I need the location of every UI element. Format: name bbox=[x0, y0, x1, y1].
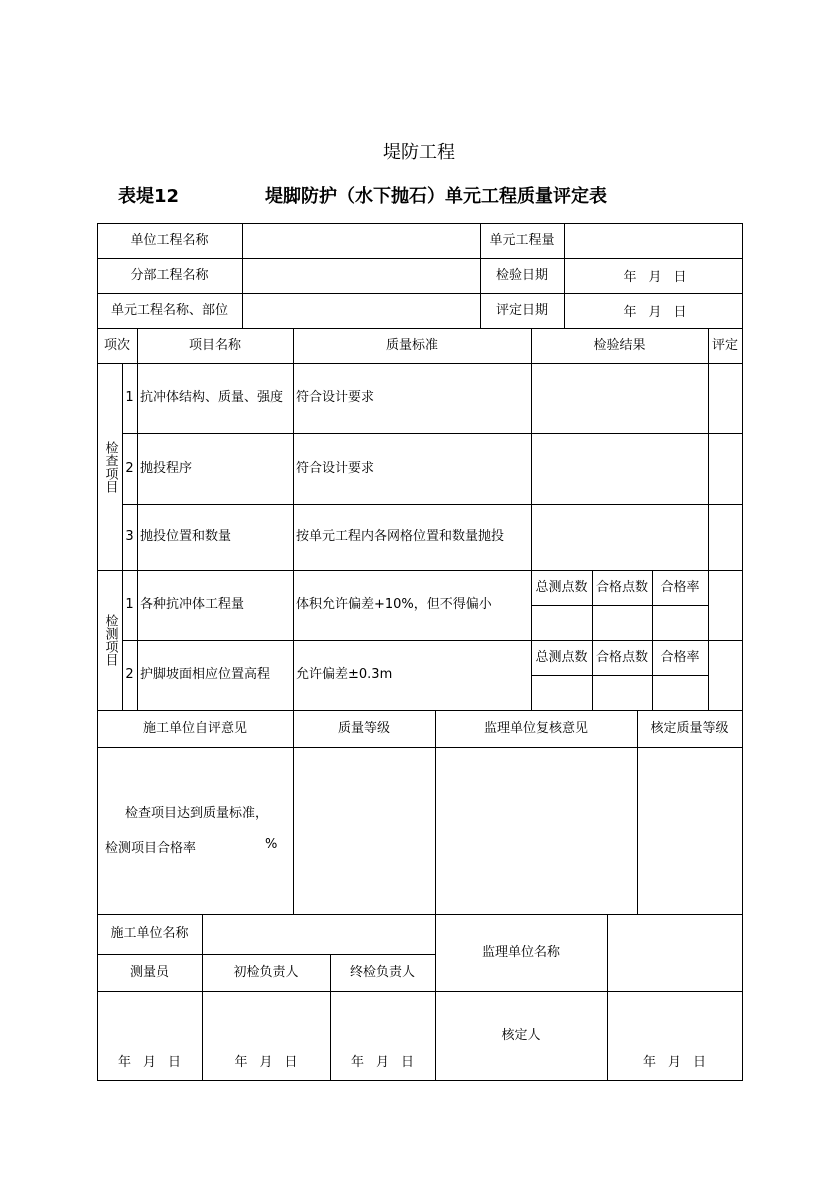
supervision-review-cell[interactable] bbox=[435, 747, 637, 914]
total-points-cell[interactable] bbox=[531, 675, 592, 710]
form-title: 堤脚防护（水下抛石）单元工程质量评定表 bbox=[265, 186, 607, 207]
inspection-row-name: 抗冲体结构、质量、强度 bbox=[140, 390, 284, 405]
total-points-header: 总测点数 bbox=[535, 649, 588, 665]
total-points-header: 总测点数 bbox=[535, 579, 588, 595]
inspection-row-rating[interactable] bbox=[708, 433, 742, 504]
measurement-row-rating[interactable] bbox=[708, 640, 742, 710]
self-eval-header: 施工单位自评意见 bbox=[142, 720, 247, 736]
element-name-field[interactable] bbox=[242, 293, 480, 328]
surveyor-date[interactable] bbox=[97, 1048, 202, 1072]
day-label: 日 bbox=[284, 1054, 298, 1070]
year-label: 年 bbox=[350, 1054, 364, 1070]
verified-grade-cell[interactable] bbox=[637, 747, 742, 914]
supervisor-name-field[interactable] bbox=[607, 914, 742, 991]
measurement-row-name: 各种抗冲体工程量 bbox=[140, 597, 245, 612]
month-label: 月 bbox=[259, 1054, 273, 1070]
col-item-name: 项目名称 bbox=[188, 337, 241, 353]
inspection-row-standard: 按单元工程内各网格位置和数量抛投 bbox=[296, 529, 505, 544]
inspection-row-result[interactable] bbox=[531, 363, 708, 433]
inspection-date-field[interactable] bbox=[590, 258, 720, 293]
qualified-points-cell[interactable] bbox=[592, 605, 652, 640]
sub-project-field[interactable] bbox=[242, 258, 480, 293]
verifier-label: 核定人 bbox=[501, 1028, 541, 1043]
col-result: 检验结果 bbox=[593, 337, 646, 353]
surveyor-label: 测量员 bbox=[129, 964, 169, 980]
table-number: 表堤12 bbox=[118, 186, 180, 207]
verifier-date[interactable] bbox=[607, 1048, 742, 1072]
month-label: 月 bbox=[648, 270, 662, 285]
pass-rate-header: 合格率 bbox=[660, 579, 700, 595]
measurement-row-no: 2 bbox=[125, 667, 134, 682]
inspection-row-standard: 符合设计要求 bbox=[296, 460, 375, 476]
qualified-points-cell[interactable] bbox=[592, 675, 652, 710]
year-label: 年 bbox=[623, 270, 637, 285]
inspection-date-label: 检验日期 bbox=[495, 267, 548, 283]
contractor-name-label: 施工单位名称 bbox=[110, 926, 189, 941]
measurement-row-standard: 体积允许偏差+10%，但不得偏小 bbox=[296, 597, 492, 612]
col-rating: 评定 bbox=[711, 337, 738, 353]
inspection-row-result[interactable] bbox=[531, 504, 708, 570]
total-points-cell[interactable] bbox=[531, 605, 592, 640]
month-label: 月 bbox=[375, 1054, 389, 1070]
final-inspector-date[interactable] bbox=[330, 1048, 435, 1072]
col-item-no: 项次 bbox=[103, 337, 130, 353]
month-label: 月 bbox=[648, 305, 662, 320]
group-measurement-items bbox=[97, 570, 122, 710]
month-label: 月 bbox=[142, 1054, 156, 1070]
unit-quantity-label: 单元工程量 bbox=[489, 232, 555, 248]
day-label: 日 bbox=[168, 1054, 182, 1070]
percent-sign: % bbox=[265, 837, 278, 852]
year-label: 年 bbox=[642, 1054, 656, 1070]
group-inspection-items bbox=[97, 363, 122, 570]
group-measurement-label: 检测项目 bbox=[102, 614, 118, 666]
month-label: 月 bbox=[667, 1054, 681, 1070]
qualified-points-header: 合格点数 bbox=[595, 649, 648, 665]
sub-project-label: 分部工程名称 bbox=[130, 267, 209, 283]
verified-grade-header: 核定质量等级 bbox=[650, 720, 729, 736]
pass-rate-header: 合格率 bbox=[660, 649, 700, 665]
measurement-row-no: 1 bbox=[125, 597, 134, 612]
year-label: 年 bbox=[623, 305, 637, 320]
final-inspector-label: 终检负责人 bbox=[349, 964, 415, 980]
inspection-row-no: 2 bbox=[125, 460, 134, 476]
unit-project-label: 单位工程名称 bbox=[130, 232, 209, 248]
measurement-row-name: 护脚坡面相应位置高程 bbox=[140, 667, 271, 682]
self-eval-line1: 检查项目达到质量标准， bbox=[125, 806, 269, 821]
qualified-points-header: 合格点数 bbox=[595, 579, 648, 595]
inspection-row-no: 1 bbox=[125, 390, 134, 405]
document-title: 堤防工程 bbox=[383, 142, 455, 163]
inspection-row-no: 3 bbox=[125, 529, 134, 544]
inspection-row-rating[interactable] bbox=[708, 363, 742, 433]
supervisor-name-label: 监理单位名称 bbox=[481, 944, 560, 960]
element-name-label: 单元工程名称、部位 bbox=[110, 302, 228, 318]
inspection-row-name: 抛投位置和数量 bbox=[140, 529, 232, 544]
inspection-row-rating[interactable] bbox=[708, 504, 742, 570]
evaluation-date-label: 评定日期 bbox=[495, 302, 548, 318]
rule-line bbox=[742, 223, 743, 1081]
year-label: 年 bbox=[117, 1054, 131, 1070]
inspection-row-result[interactable] bbox=[531, 433, 708, 504]
day-label: 日 bbox=[673, 270, 687, 285]
rule-line bbox=[97, 991, 742, 992]
rule-line bbox=[97, 1080, 742, 1081]
contractor-name-field[interactable] bbox=[202, 914, 435, 954]
measurement-row-standard: 允许偏差±0.3m bbox=[296, 667, 393, 682]
initial-inspector-date[interactable] bbox=[202, 1048, 330, 1072]
initial-inspector-label: 初检负责人 bbox=[233, 964, 299, 980]
supervision-review-header: 监理单位复核意见 bbox=[483, 720, 588, 736]
unit-quantity-field[interactable] bbox=[564, 223, 742, 258]
inspection-row-standard: 符合设计要求 bbox=[296, 390, 375, 405]
quality-grade-cell[interactable] bbox=[293, 747, 435, 914]
unit-project-field[interactable] bbox=[242, 223, 480, 258]
measurement-row-rating[interactable] bbox=[708, 570, 742, 640]
pass-rate-cell[interactable] bbox=[652, 605, 708, 640]
year-label: 年 bbox=[234, 1054, 248, 1070]
day-label: 日 bbox=[693, 1054, 707, 1070]
pass-rate-cell[interactable] bbox=[652, 675, 708, 710]
col-standard: 质量标准 bbox=[385, 337, 438, 353]
evaluation-date-field[interactable] bbox=[590, 293, 720, 328]
day-label: 日 bbox=[673, 305, 687, 320]
quality-grade-header: 质量等级 bbox=[337, 720, 390, 736]
self-eval-line2: 检测项目合格率 bbox=[105, 841, 197, 856]
group-inspection-label: 检查项目 bbox=[102, 440, 118, 493]
day-label: 日 bbox=[401, 1054, 415, 1070]
inspection-row-name: 抛投程序 bbox=[140, 460, 193, 476]
